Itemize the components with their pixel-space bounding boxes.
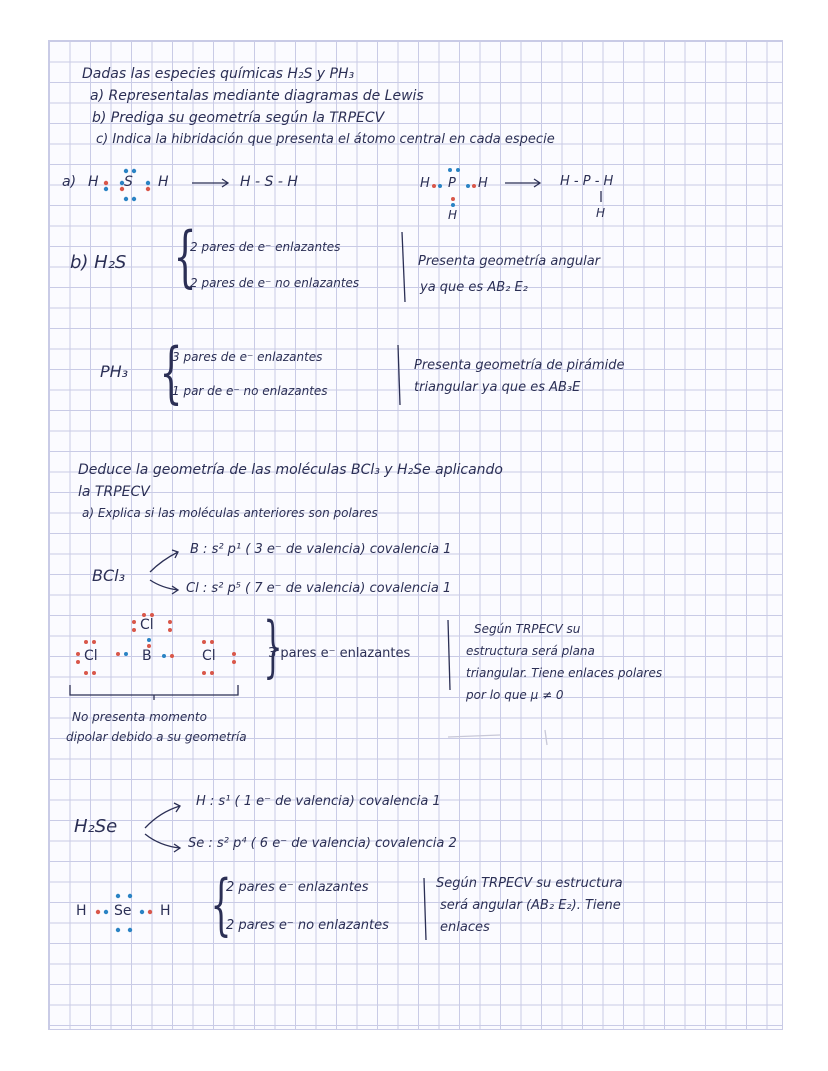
b-electron-config: B : s² p¹ ( 3 e⁻ de valencia) covalencia 1 (190, 542, 452, 557)
ex2-statement-line3: a) Explica si las moléculas anteriores son polares (82, 506, 378, 520)
h2se-label: H₂Se (74, 816, 118, 837)
bcl3-geometry-line2: estructura será plana (466, 644, 595, 658)
bcl3-geometry-line1: Según TRPECV su (474, 622, 581, 636)
ph3-geometry-line2: triangular ya que es AB₃E (414, 380, 581, 395)
brace-ph3: { (159, 334, 183, 411)
ex2-statement-line1: Deduce la geometría de las moléculas BCl₃ y H₂Se aplicando (78, 462, 503, 478)
h2s-geometry-line2: ya que es AB₂ E₂ (420, 280, 528, 295)
h-electron-config: H : s¹ ( 1 e⁻ de valencia) covalencia 1 (196, 794, 441, 809)
ex2-statement-line2: la TRPECV (78, 484, 150, 500)
brace-h2s: { (173, 218, 197, 295)
ph3-lewis-h2: H (478, 176, 488, 191)
ph3-structure: H - P - H (560, 174, 614, 189)
h2se-geometry-line2: será angular (AB₂ E₂). Tiene (440, 898, 621, 913)
ph3-label: PH₃ (100, 362, 129, 381)
ph3-structure-h: H (596, 206, 606, 220)
bcl3-lewis-cl-top: Cl (140, 617, 154, 633)
h2s-structure: H - S - H (240, 174, 298, 190)
ph3-lewis-h1: H (420, 176, 430, 191)
h2se-pairs-nonbonding: 2 pares e⁻ no enlazantes (226, 918, 389, 933)
brace-h2se: { (210, 866, 232, 943)
ph3-lewis-h3: H (448, 208, 458, 222)
ph3-geometry-line1: Presenta geometría de pirámide (414, 358, 625, 373)
h2se-lewis-h1: H (76, 903, 87, 919)
ex1-statement-line3: b) Prediga su geometría según la TRPECV (92, 110, 385, 126)
ph3-lewis-p: P (448, 176, 456, 191)
h2s-geometry-line1: Presenta geometría angular (418, 254, 601, 269)
ph3-pairs-bonding: 3 pares de e⁻ enlazantes (172, 350, 323, 364)
bcl3-lewis-cl-left: Cl (84, 648, 98, 664)
dipole-note-line1: No presenta momento (72, 710, 207, 724)
cl-electron-config: Cl : s² p⁵ ( 7 e⁻ de valencia) covalencia 1 (186, 581, 452, 596)
bcl3-label: BCl₃ (92, 566, 126, 585)
bcl3-lewis-cl-right: Cl (202, 648, 216, 664)
se-electron-config: Se : s² p⁴ ( 6 e⁻ de valencia) covalencia 2 (188, 836, 457, 851)
ex1-statement-line1: Dadas las especies químicas H₂S y PH₃ (82, 66, 355, 82)
ex1-b-label: b) H₂S (70, 252, 127, 273)
bcl3-lewis-b: B (142, 648, 152, 664)
ex1-a-label: a) (62, 174, 77, 190)
dipole-note-line2: dipolar debido a su geometría (66, 730, 247, 744)
bcl3-geometry-line4: por lo que μ ≠ 0 (466, 688, 564, 702)
h2se-lewis-se: Se (114, 903, 132, 919)
h2s-pairs-bonding: 2 pares de e⁻ enlazantes (190, 240, 341, 254)
h2se-pairs-bonding: 2 pares e⁻ enlazantes (226, 880, 369, 895)
h2se-lewis-h2: H (160, 903, 171, 919)
h2s-lewis-s: S (124, 174, 133, 190)
bcl3-pairs: 3 pares e⁻ enlazantes (268, 646, 411, 661)
ph3-pairs-nonbonding: 1 par de e⁻ no enlazantes (172, 384, 328, 398)
ex1-statement-line4: c) Indica la hibridación que presenta el átomo central en cada especie (96, 132, 555, 147)
ex1-statement-line2: a) Representalas mediante diagramas de Lewis (90, 88, 424, 104)
h2se-geometry-line1: Según TRPECV su estructura (436, 876, 623, 891)
h2s-lewis-h1: H (88, 174, 99, 190)
bcl3-geometry-line3: triangular. Tiene enlaces polares (466, 666, 663, 680)
h2s-pairs-nonbonding: 2 pares de e⁻ no enlazantes (190, 276, 360, 290)
h2s-lewis-h2: H (158, 174, 169, 190)
brace-bcl3: } (263, 608, 283, 685)
h2se-geometry-line3: enlaces (440, 920, 490, 935)
